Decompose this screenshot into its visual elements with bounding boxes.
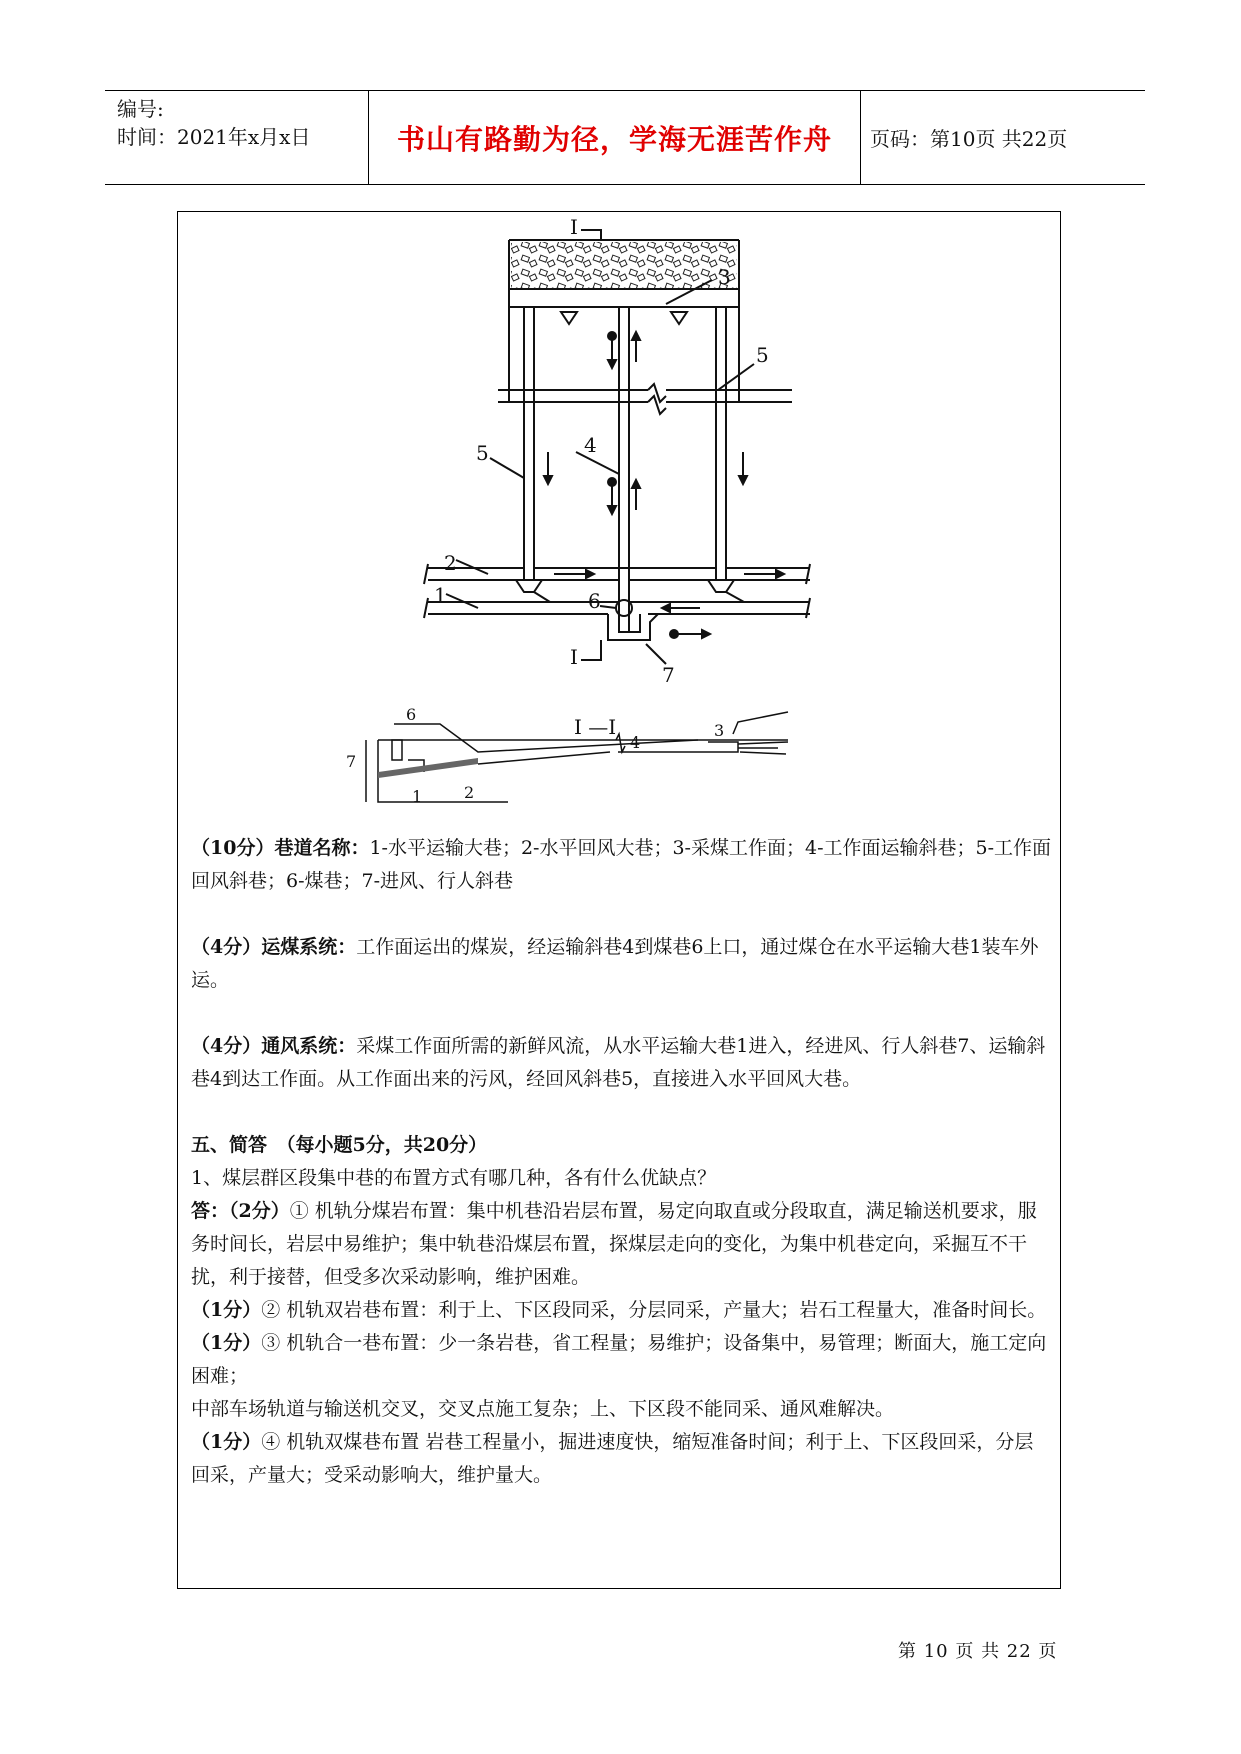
paragraph-text: 工作面运出的煤炭，经运输斜巷4到煤巷6上口，通过煤仓在水平运输大巷1装车外运。 xyxy=(191,936,1039,991)
page-footer: 第 10 页 共 22 页 xyxy=(898,1641,1058,1662)
question-1: 1、煤层群区段集中巷的布置方式有哪几种，各有什么优缺点？ xyxy=(191,1167,717,1189)
diagram-label-section-bottom: I xyxy=(570,645,578,669)
section-title: I —I xyxy=(574,715,617,739)
content-box xyxy=(177,211,1061,1589)
number-label: 编号: xyxy=(117,97,164,121)
diagram-label-1: 1 xyxy=(434,583,447,607)
diagram-label-2: 2 xyxy=(444,551,457,575)
bold-label: （4分）通风系统： xyxy=(191,1035,357,1057)
header-meta xyxy=(117,95,310,151)
header-divider xyxy=(860,91,861,184)
time-label: 时间：2021年x月x日 xyxy=(117,125,311,149)
diagram-label-7: 7 xyxy=(662,663,675,687)
section-label-7: 7 xyxy=(346,752,357,771)
answer-3-extra: 中部车场轨道与输送机交叉，交叉点施工复杂；上、下区段不能同采、通风难解决。 xyxy=(191,1398,895,1420)
diagram-label-3: 3 xyxy=(718,265,731,289)
paragraph-text: 采煤工作面所需的新鲜风流，从水平运输大巷1进入，经进风、行人斜巷7、运输斜巷4到达工作面。从工作面出来的污风，经回风斜巷5，直接进入水平回风大巷。 xyxy=(191,1035,1046,1090)
diagram-label-5-right: 5 xyxy=(756,343,769,367)
page-header xyxy=(105,90,1145,185)
answer-2 xyxy=(191,1294,1051,1327)
bold-label: （1分） xyxy=(191,1431,262,1453)
bold-label: （1分） xyxy=(191,1299,262,1321)
section-label-4: 4 xyxy=(630,733,641,752)
section-heading: 五、简答 （每小题5分，共20分） xyxy=(191,1134,488,1156)
paragraph-ventilation xyxy=(191,1030,1051,1096)
diagram-label-section-top: I xyxy=(570,215,578,239)
paragraph-text: ③ 机轨合一巷布置：少一条岩巷，省工程量；易维护；设备集中，易管理；断面大，施工定向困难； xyxy=(191,1332,1047,1387)
bold-label: 答：（2分） xyxy=(191,1200,290,1222)
paragraph-text: ① 机轨分煤岩布置：集中机巷沿岩层布置，易定向取直或分段取直，满足输送机要求，服务时间长，岩层中易维护；集中轨巷沿煤层布置，探煤层走向的变化，为集中机巷定向，采掘互不干扰，利于接替，但受多次采动影响，维护困难。 xyxy=(191,1200,1037,1288)
header-motto: 书山有路勤为径，学海无涯苦作舟 xyxy=(396,122,832,156)
section-label-2: 2 xyxy=(464,783,475,802)
diagram-label-5-left: 5 xyxy=(476,441,489,465)
section-label-3: 3 xyxy=(714,721,725,740)
paragraph-roadway-names xyxy=(191,832,1051,898)
answer-3 xyxy=(191,1327,1051,1393)
mine-layout-diagram xyxy=(178,212,1060,812)
diagram-label-6: 6 xyxy=(588,589,601,613)
bold-label: （1分） xyxy=(191,1332,262,1354)
paragraph-text: ④ 机轨双煤巷布置 岩巷工程量小，掘进速度快，缩短准备时间；利于上、下区段回采，分层回采，产量大；受采动影响大，维护量大。 xyxy=(191,1431,1034,1486)
paragraph-coal-transport xyxy=(191,931,1051,997)
paragraph-text: ② 机轨双岩巷布置：利于上、下区段同采，分层同采，产量大；岩石工程量大，准备时间长。 xyxy=(261,1299,1047,1321)
bold-label: （10分）巷道名称： xyxy=(191,837,370,859)
section-label-1: 1 xyxy=(412,787,423,806)
bold-label: （4分）运煤系统： xyxy=(191,936,357,958)
answer-text xyxy=(191,832,1051,1492)
answer-4 xyxy=(191,1426,1051,1492)
answer-1 xyxy=(191,1195,1051,1294)
header-page-info: 页码：第10页 共22页 xyxy=(870,127,1068,151)
diagram-label-4: 4 xyxy=(584,433,597,457)
coal-seam-shape xyxy=(378,758,478,778)
paragraph-text: 1-水平运输大巷；2-水平回风大巷；3-采煤工作面；4-工作面运输斜巷；5-工作面回风斜巷；6-煤巷；7-进风、行人斜巷 xyxy=(191,837,1051,892)
section-label-6: 6 xyxy=(406,705,417,724)
